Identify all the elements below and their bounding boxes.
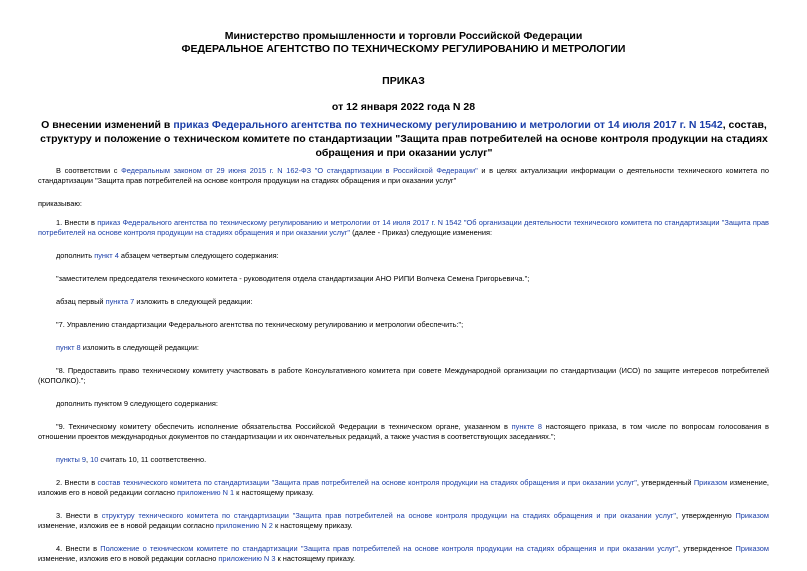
appendix-3-link[interactable]: приложению N 3 (218, 554, 276, 563)
point-8-ref-link[interactable]: пункте 8 (511, 422, 542, 431)
item-3-text: 3. Внести в (56, 511, 102, 520)
quote-deputy-chair: "заместителем председателя технического комитета - руководителя отдела стандартизации АНО РИПИ Волчека Семена Григорьевича."; (56, 274, 530, 283)
item-4-text-2: , утвержденное (677, 544, 736, 553)
renumber-paragraph (38, 455, 769, 465)
title-order-link[interactable]: приказ Федерального агентства по техническому регулированию и метрологии от 14 июля 2017 г. N 1542 (173, 119, 723, 131)
point-4-link[interactable]: пункт 4 (94, 251, 119, 260)
point-7-link[interactable]: пункта 7 (105, 297, 135, 306)
point-8-link[interactable]: пункт 8 (56, 343, 81, 352)
appendix-1-link[interactable]: приложению N 1 (177, 488, 235, 497)
item-1-paragraph (38, 218, 769, 238)
item-4-text-end: к настоящему приказу. (275, 554, 356, 563)
document-type: ПРИКАЗ (382, 75, 425, 87)
quote-point-7: "7. Управлению стандартизации Федерального агентства по техническому регулированию и метрологии обеспечить:"; (56, 320, 464, 329)
document-body (38, 166, 769, 564)
order-1542-link[interactable]: приказ Федерального агентства по техническому регулированию и метрологии от 14 июля 2017 г. N 1542 "Об организации деятельности технического комитета по стандартизации "Защита прав потребителей на основе контроля продукции на стадиях обращения и при оказании услуг" (38, 218, 769, 237)
committee-composition-link[interactable]: состав технического комитета по стандартизации "Защита прав потребителей на основе контроля продукции на стадиях обращения и при оказании услуг" (97, 478, 637, 487)
point-9-text: "9. Техническому комитету обеспечить исполнение обязательства Российской Федерации в техническом органе, указанном в (56, 422, 512, 431)
item-2-paragraph (38, 478, 769, 498)
point-9-text-end: настоящего приказа, в том числе по вопросам голосования в отношении проектов международных документов по стандартизации и их окончательных редакций, а также участия в соответствующих заседаниях."; (38, 422, 769, 441)
appendix-2-link[interactable]: приложению N 2 (215, 521, 273, 530)
quote-point-8: "8. Предоставить право техническому комитету участвовать в работе Консультативного комитета при совете Международной организации по стандартизации (ИСО) по защите интересов потребителей (КОПОЛКО)."; (38, 366, 769, 385)
order-link-2[interactable]: Приказом (693, 478, 728, 487)
paragraph-point-7 (38, 297, 769, 307)
supplement-point-4 (38, 251, 769, 261)
item-3-paragraph (38, 511, 769, 531)
item-3-text-2: , утвержденную (676, 511, 736, 520)
supplement-4-text: дополнить (56, 251, 95, 260)
point-10-link[interactable]: 10 (90, 455, 99, 464)
title-suffix: , состав, структуру и положение о техническом комитете по стандартизации "Защита прав потребителей на основе контроля продукции на стадиях обращения и при оказании услуг" (40, 119, 768, 159)
committee-regulation-link[interactable]: Положение о техническом комитете по стандартизации "Защита прав потребителей на основе контроля продукции на стадиях обращения и при оказании услуг" (100, 544, 678, 553)
item-4-paragraph (38, 544, 769, 564)
item-4-text: 4. Внести в (56, 544, 101, 553)
point-7-text: абзац первый (56, 297, 106, 306)
item-3-text-end: к настоящему приказу. (272, 521, 353, 530)
point-8-text-end: изложить в следующей редакции: (80, 343, 199, 352)
points-9-link[interactable]: пункты 9 (56, 455, 86, 464)
quote-point-9 (38, 422, 769, 442)
item-2-text-3: изменение, изложив его в новой редакции согласно (38, 478, 769, 497)
point-7-text-end: изложить в следующей редакции: (134, 297, 253, 306)
supplement-point-9: дополнить пунктом 9 следующего содержания: (56, 399, 218, 408)
item-1-text-end: (далее - Приказ) следующие изменения: (350, 228, 493, 237)
federal-law-link[interactable]: Федеральным законом от 29 июня 2015 г. N 162-ФЗ "О стандартизации в Российской Федерации" (121, 166, 478, 175)
preamble-paragraph (38, 166, 769, 186)
title-prefix: О внесении изменений в (41, 119, 174, 131)
item-2-text-end: к настоящему приказу. (234, 488, 314, 497)
item-2-text-2: , утвержденный (636, 478, 694, 487)
order-link-3[interactable]: Приказом (735, 511, 769, 520)
preamble-text-end: и в целях актуализации информации о деятельности технического комитета по стандартизации "Защита прав потребителей на основе контроля продукции на стадиях обращения и при оказании услуг" (38, 166, 770, 185)
item-3-text-3: изменение, изложив ее в новой редакции согласно (38, 521, 216, 530)
renumber-text: считать 10, 11 соответственно. (98, 455, 207, 464)
document-title (38, 118, 770, 160)
item-4-text-3: изменение, изложив его в новой редакции согласно (38, 554, 219, 563)
agency-name: ФЕДЕРАЛЬНОЕ АГЕНТСТВО ПО ТЕХНИЧЕСКОМУ РЕГУЛИРОВАНИЮ И МЕТРОЛОГИИ (181, 43, 626, 55)
item-1-text: 1. Внести в (56, 218, 98, 227)
renumber-sep: , (85, 455, 91, 464)
preamble-text: В соответствии с (56, 166, 122, 175)
supplement-4-text-end: абзацем четвертым следующего содержания: (118, 251, 279, 260)
document-date: от 12 января 2022 года N 28 (331, 101, 476, 113)
item-2-text: 2. Внести в (56, 478, 98, 487)
committee-structure-link[interactable]: структуру технического комитета по стандартизации "Защита прав потребителей на основе контроля продукции на стадиях обращения и при оказании услуг" (101, 511, 676, 520)
ministry-name: Министерство промышленности и торговли Российской Федерации (224, 30, 583, 42)
order-word: приказываю: (38, 199, 82, 208)
document-header (0, 30, 807, 114)
paragraph-point-8 (38, 343, 769, 353)
order-link-4[interactable]: Приказом (735, 544, 769, 553)
